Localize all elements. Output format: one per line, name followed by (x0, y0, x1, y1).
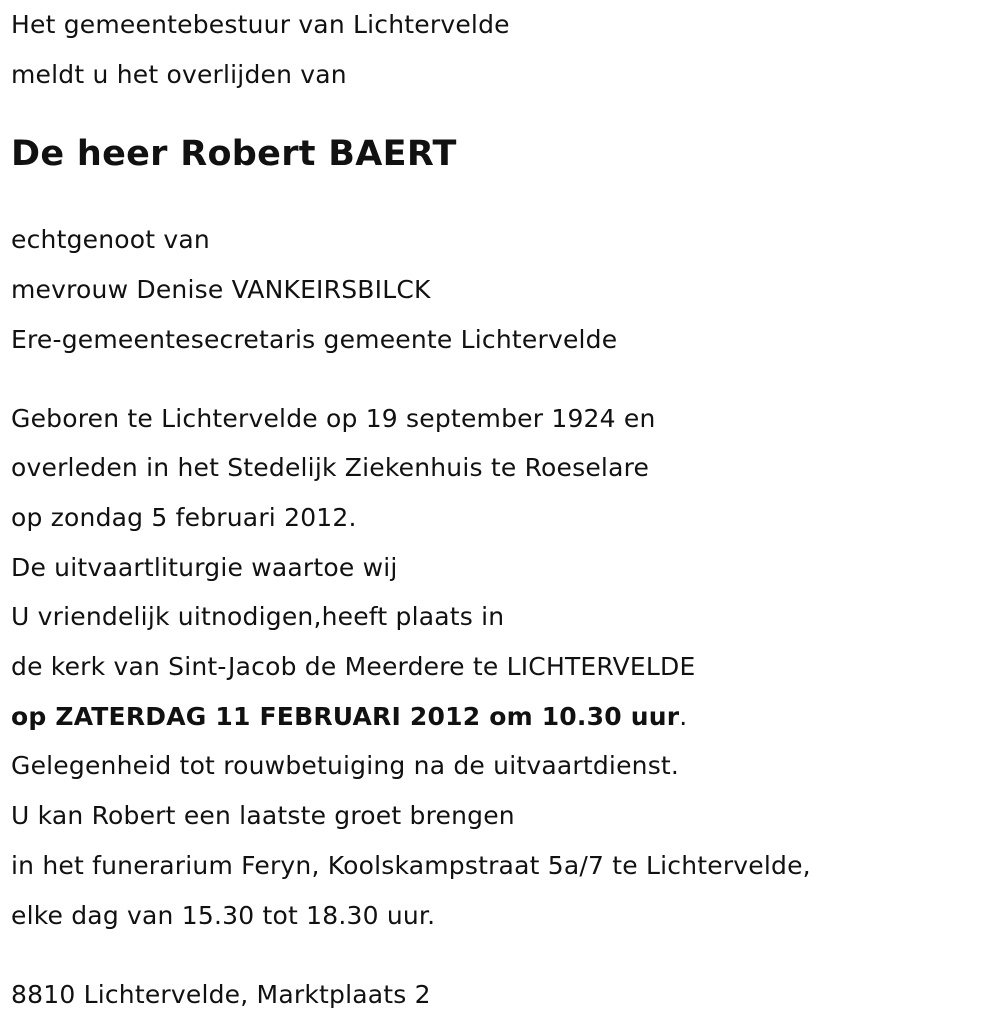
deceased-name-heading: De heer Robert BAERT (11, 134, 457, 175)
details-line-8: Gelegenheid tot rouwbetuiging na de uitvaartdienst. (11, 751, 680, 781)
address-line: 8810 Lichtervelde, Marktplaats 2 (11, 980, 431, 1010)
details-line-5: U vriendelijk uitnodigen,heeft plaats in (11, 602, 505, 632)
details-line-3: op zondag 5 februari 2012. (11, 502, 357, 532)
details-line-4: De uitvaartliturgie waartoe wij (11, 552, 398, 582)
death-notice (11, 0, 991, 1020)
details-line-11: elke dag van 15.30 tot 18.30 uur. (11, 900, 436, 930)
details-block (11, 394, 991, 941)
details-line-2: overleden in het Stedelijk Ziekenhuis te Roeselare (11, 453, 650, 483)
intro-line-2: meldt u het overlijden van (11, 59, 347, 89)
spouse-line-2: mevrouw Denise VANKEIRSBILCK (11, 275, 431, 305)
funeral-date-line (11, 692, 991, 742)
funeral-date-bold: op ZATERDAG 11 FEBRUARI 2012 om 10.30 uur (11, 701, 680, 731)
details-line-10: in het funerarium Feryn, Koolskampstraat 5a/7 te Lichtervelde, (11, 850, 811, 880)
intro-line-1: Het gemeentebestuur van Lichtervelde (11, 10, 510, 39)
details-line-6: de kerk van Sint-Jacob de Meerdere te LICHTERVELDE (11, 652, 696, 682)
spouse-block (11, 215, 991, 364)
spouse-line-3: Ere-gemeentesecretaris gemeente Lichtervelde (11, 324, 618, 354)
details-line-1: Geboren te Lichtervelde op 19 september 1924 en (11, 403, 656, 433)
funeral-date-suffix: . (679, 701, 688, 731)
details-line-9: U kan Robert een laatste groet brengen (11, 801, 515, 831)
intro-block (11, 0, 991, 99)
spouse-line-1: echtgenoot van (11, 225, 210, 255)
